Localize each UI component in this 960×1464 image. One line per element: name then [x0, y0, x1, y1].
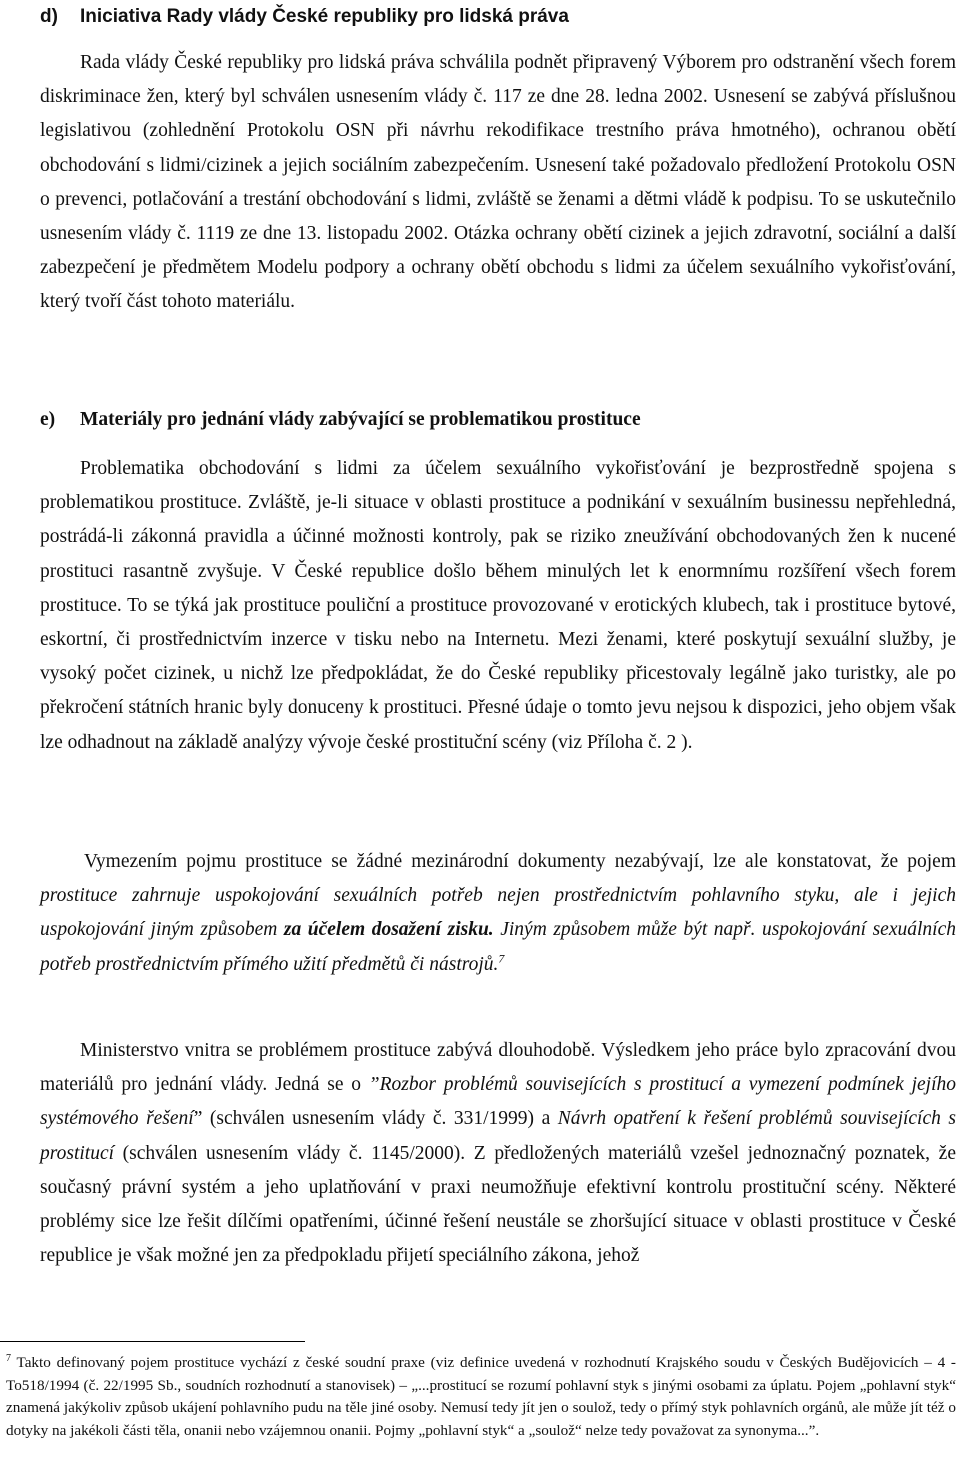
footnote [6, 1352, 956, 1442]
paragraph-3-italic-title-2: Návrh opatření k řešení problémů souvisejících s prostitucí [40, 1108, 956, 1164]
section-d-paragraph: Rada vlády České republiky pro lidská práva schválila podnět připravený Výborem pro odstranění všech forem diskriminace žen, který byl schválen usnesením vlády č. 117 ze dne 28. ledna 2002. Usnesení se zabývá příslušnou legislativou (zohlednění Protokolu OSN při návrhu rekodifikace trestního práva hmotného), ochranou obětí obchodování s lidmi/cizinek a jejich sociálním zabezpečením. Usnesení také požadovalo předložení Protokolu OSN o prevenci, potlačování a trestání obchodování s lidmi, zvláště se ženami a dětmi vládě k podpisu. To se uskutečnilo usnesením vlády č. 1119 ze dne 13. listopadu 2002. Otázka ochrany obětí cizinek a jejich zdravotní, sociální a další zabezpečení je předmětem Modelu podpory a ochrany obětí obchodu s lidmi za účelem sexuálního vykořisťování, který tvoří část tohoto materiálu. [40, 52, 956, 313]
footnote-separator [0, 1341, 305, 1342]
section-e-paragraph-2 [40, 845, 956, 982]
paragraph-3-italic-title-1: ”Rozbor problémů souvisejících s prostitucí a vymezení podmínek jejího systémového řešení [40, 1074, 956, 1130]
section-e-paragraph-3 [40, 1034, 956, 1273]
paragraph-2-bold-italic: za účelem dosažení zisku. [283, 919, 494, 941]
footnote-number: 7 [6, 1352, 11, 1364]
section-e-heading [40, 409, 641, 431]
section-e-title: Materiály pro jednání vlády zabývající se problematikou prostituce [80, 409, 641, 430]
paragraph-3-text-3: (schválen usnesením vlády č. 1145/2000). Z předložených materiálů vzešel jednoznačný poznatek, že současný právní systém a jeho uplatňování v praxi neumožňuje efektivní kontrolu prostituční scény. Některé problémy sice lze řešit dílčími opatřeními, účinné řešení neustále se zhoršující situace v oblasti prostituce v České republice je však možné jen za předpokladu přijetí speciálního zákona, jehož [40, 1142, 956, 1267]
footnote-reference[interactable]: 7 [498, 951, 505, 966]
footnote-text: Takto definovaný pojem prostituce vychází z české soudní praxe (viz definice uvedená v rozhodnutí Krajského soudu v Českých Budějovicích – 4 - To518/1994 (č. 22/1995 Sb., soudních rozhodnutí a stanovisek) – „...prostitucí se rozumí pohlavní styk s jinými osobami za úplatu. Pojem „pohlavní styk“ znamená jakýkoliv způsob ukájení pohlavního pudu na těle jiné osoby. Nemusí tedy jít jen o soulož, tedy o přímý styk pohlavních orgánů, ale může jít též o dotyky na jakékoli části těla, onanii nebo vzájemnou onanii. Pojmy „pohlavní styk“ a „soulož“ nelze tedy považovat za synonyma...”. [6, 1354, 956, 1439]
section-e-label: e) [40, 409, 56, 430]
paragraph-3-text: Ministerstvo vnitra se problémem prostituce zabývá dlouhodobě. Výsledkem jeho práce bylo zpracování dvou materiálů pro jednání vlády. Jedná se o [40, 1040, 956, 1096]
section-d-label: d) [40, 6, 58, 27]
paragraph-3-text-2: ” (schválen usnesením vlády č. 331/1999) a [193, 1108, 558, 1130]
section-e-paragraph-1: Problematika obchodování s lidmi za účelem sexuálního vykořisťování je bezprostředně spojena s problematikou prostituce. Zvláště, je-li situace v oblasti prostituce a podnikání v sexuálním businessu nepřehledná, postrádá-li zákonná pravidla a účinné možnosti kontroly, pak se riziko zneužívání obchodovaných žen k nucené prostituci rasantně zvyšuje. V České republice došlo během minulých let k enormnímu rozšíření všech forem prostituce. To se týká jak prostituce pouliční a prostituce provozované v erotických klubech, tak i prostituce bytové, eskortní, či prostřednictvím inzerce v tisku nebo na Internetu. Mezi ženami, které poskytují sexuální služby, je vysoký počet cizinek, u nichž lze předpokládat, že do České republiky přicestovaly legálně jako turistky, ale po překročení státních hranic byly donuceny k prostituci. Přesné údaje o tomto jevu nejsou k dispozici, jeho objem však lze odhadnout na základě analýzy vývoje české prostituční scény (viz Příloha č. 2 ). [40, 458, 956, 753]
section-d-title: Iniciativa Rady vlády České republiky pro lidská práva [80, 6, 569, 27]
paragraph-2-text: Vymezením pojmu prostituce se žádné mezinárodní dokumenty nezabývají, lze ale konstatovat, že pojem [84, 851, 956, 872]
section-d-heading [40, 6, 569, 28]
paragraph-2-italic: prostituce zahrnuje uspokojování sexuálních potřeb nejen prostřednictvím pohlavního styku, ale i jejich uspokojování jiným způsobem [40, 885, 956, 941]
paragraph-2-italic-end: Jiným způsobem může být např. uspokojování sexuálních potřeb prostřednictvím přímého užití předmětů či nástrojů. [40, 919, 956, 975]
